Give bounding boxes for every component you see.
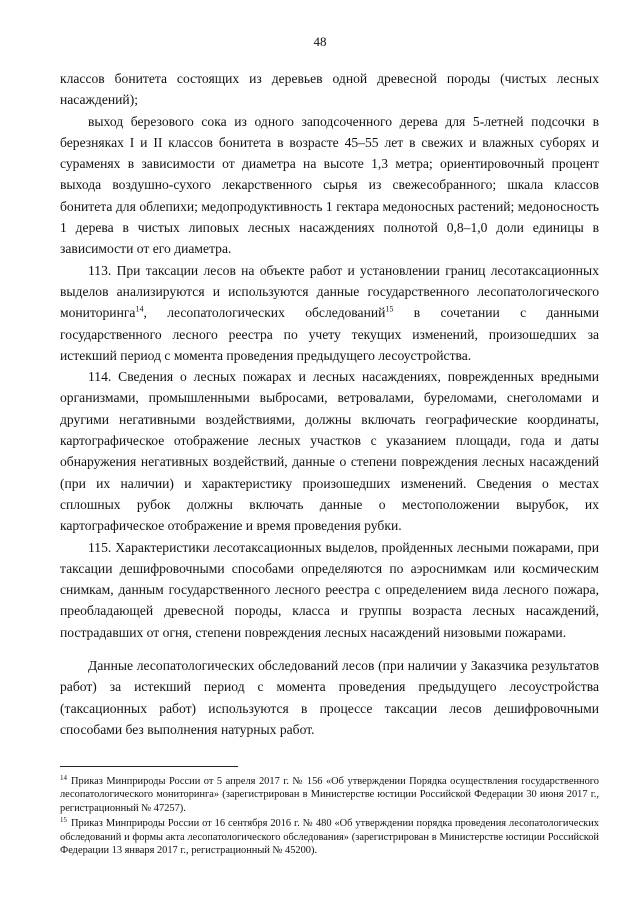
footnote-ref-15[interactable]: 15 [385,304,394,314]
footnote-mark-14: 14 [60,773,67,782]
footnote-ref-14[interactable]: 14 [135,304,144,314]
footnote-14 [60,775,599,815]
footnote-mark-15: 15 [60,815,67,824]
paragraph-113-part1: 113. При таксации лесов на объекте работ и установлении границ лесотаксационных выделов анализируются и используются данные государственного лесопатологического мониторинга [60,262,599,321]
paragraph-pathology-data: Данные лесопатологических обследований лесов (при наличии у Заказчика результатов работ) за истекший период с момента проведения предыдущего лесоустройства (таксационных работ) используются в процессе таксации лесов дешифровочными способами без выполнения натурных работ. [60,658,599,737]
footnote-text-14: Приказ Минприроды России от 5 апреля 2017 г. № 156 «Об утверждении Порядка осуществления государственного лесопатологического мониторинга» (зарегистрирован в Министерстве юстиции Российской Федерации 30 июня 2017 г., регистрационный № 47257). [60,776,599,814]
paragraph-continuation: классов бонитета состоящих из деревьев одной древесной породы (чистых лесных насаждений); [60,71,599,108]
footnote-text-15: Приказ Минприроды России от 16 сентября 2016 г. № 480 «Об утверждении порядка проведения лесопатологических обследований и формы акта лесопатологического обследования» (зарегистрирован в Министерстве юстиции Российской Федерации 13 января 2017 г., регистрационный № 45200). [60,818,599,857]
document-body [60,68,599,740]
page-number: 48 [313,34,327,49]
footnote-divider [60,766,238,767]
footnote-15 [60,817,599,857]
paragraph-113-part2: , лесопатологических обследований [143,305,386,321]
paragraph-115: 115. Характеристики лесотаксационных выделов, пройденных лесными пожарами, при таксации дешифровочными способами определяются по аэроснимкам или космическим снимкам, данным государственного лесного реестра с определением вида лесного пожара, преобладающей древесной породы, класса и группы возраста лесных насаждений, пострадавших от огня, степени повреждения лесных насаждений низовыми пожарами. [60,539,599,640]
paragraph-113-part3: в сочетании с данными государственного лесного реестра по учету текущих изменений, произошедших за истекший период с момента проведения предыдущего лесоустройства. [60,305,600,363]
paragraph-114: 114. Сведения о лесных пожарах и лесных насаждениях, поврежденных вредными организмами, промышленными выбросами, ветровалами, буреломами, снеголомами и другими негативными воздействиями, должны включать географические координаты, картографическое отображение лесных участков с указанием площади, года и даты обнаружения негативных воздействий, данные о степени повреждения лесных насаждений (при их наличии) и характеристику произошедших изменений. Сведения о местах сплошных рубок должны включать данные о местоположении вырубок, их картографическое отображение и время проведения рубки. [60,369,599,534]
paragraph-113 [60,260,599,366]
paragraph-birch-sap: выход березового сока из одного заподсоченного дерева для 5-летней подсочки в березняках I и II классов бонитета в возрасте 45–55 лет в свежих и влажных суборях и сураменях в зависимости от диаметра на высоте 1,3 метра; ориентировочный процент выхода воздушно-сухого лекарственного сырья из свежесобранного; шкала классов бонитета для облепихи; медопродуктивность 1 гектара медоносных растений; медоносность 1 дерева в чистых липовых лесных насаждениях полнотой 0,8–1,0 доли единицы в зависимости от его диаметра. [60,113,599,257]
footnotes [60,766,599,859]
